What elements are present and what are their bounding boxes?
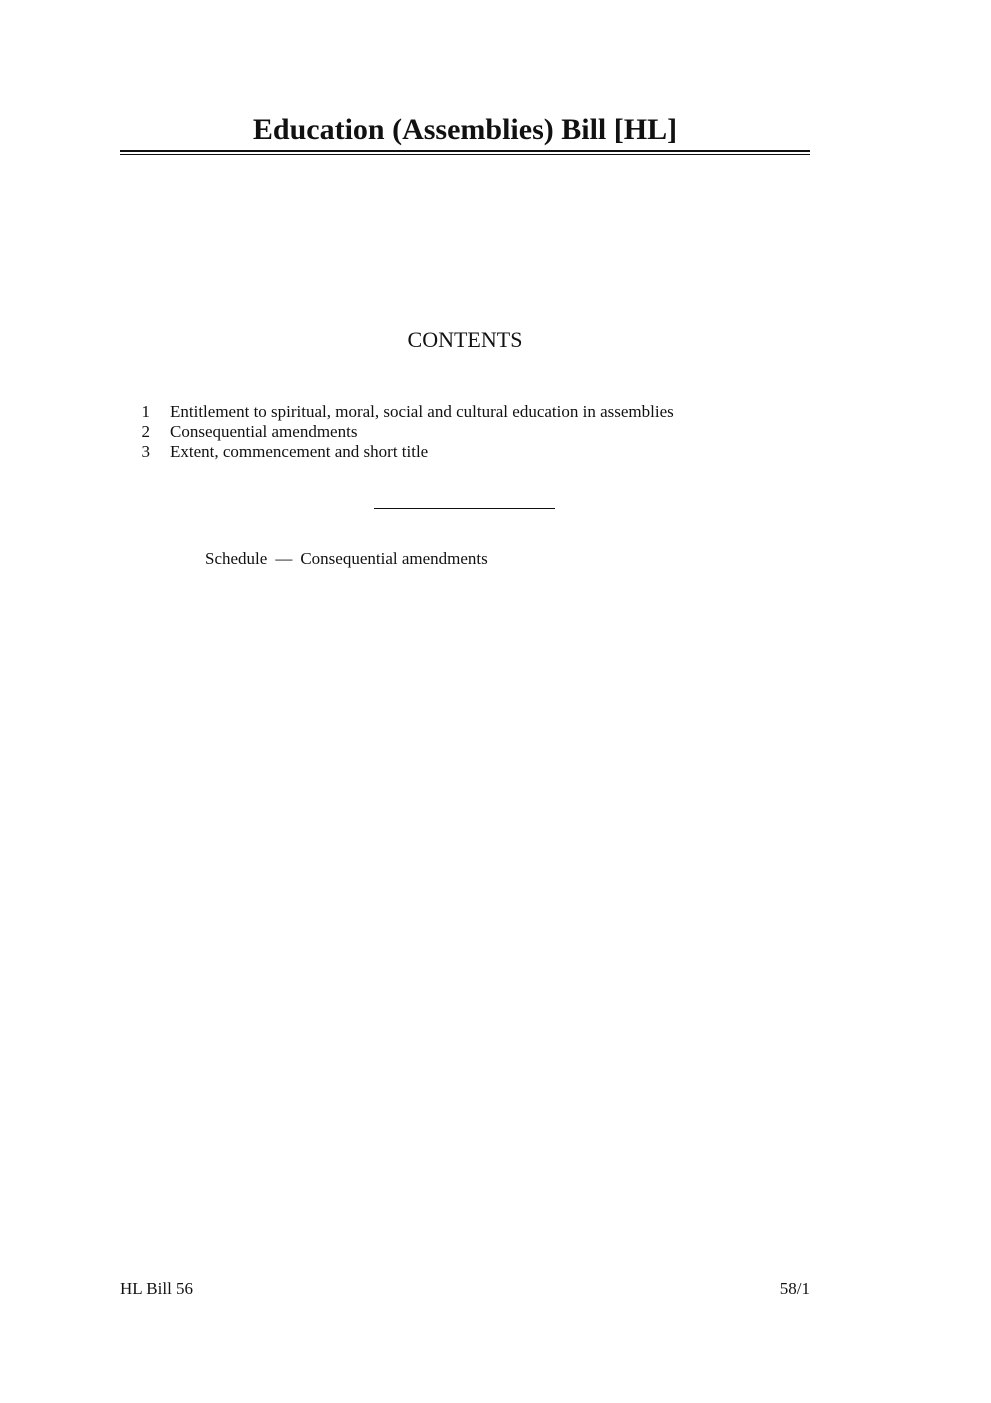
toc-item[interactable] [120,402,820,422]
print-reference: 58/1 [779,1279,810,1298]
title-double-rule [120,150,810,155]
toc-item-text: Entitlement to spiritual, moral, social and cultural education in assemblies [170,402,674,421]
schedule-dash: — [275,549,293,568]
toc-item-text: Consequential amendments [170,422,358,441]
contents-heading: CONTENTS [407,327,523,352]
schedule-entry[interactable] [205,548,488,570]
toc-item-number: 3 [141,442,150,461]
section-divider [374,508,555,509]
schedule-label: Schedule [205,549,268,568]
toc-item-number: 1 [141,402,150,421]
table-of-contents [120,402,820,462]
bill-number: HL Bill 56 [120,1279,194,1298]
toc-item[interactable] [120,422,820,442]
toc-item[interactable] [120,442,820,462]
bill-title: Education (Assemblies) Bill [HL] [252,113,678,146]
toc-item-number: 2 [141,422,150,441]
schedule-title: Consequential amendments [300,549,488,568]
toc-item-text: Extent, commencement and short title [170,442,429,461]
